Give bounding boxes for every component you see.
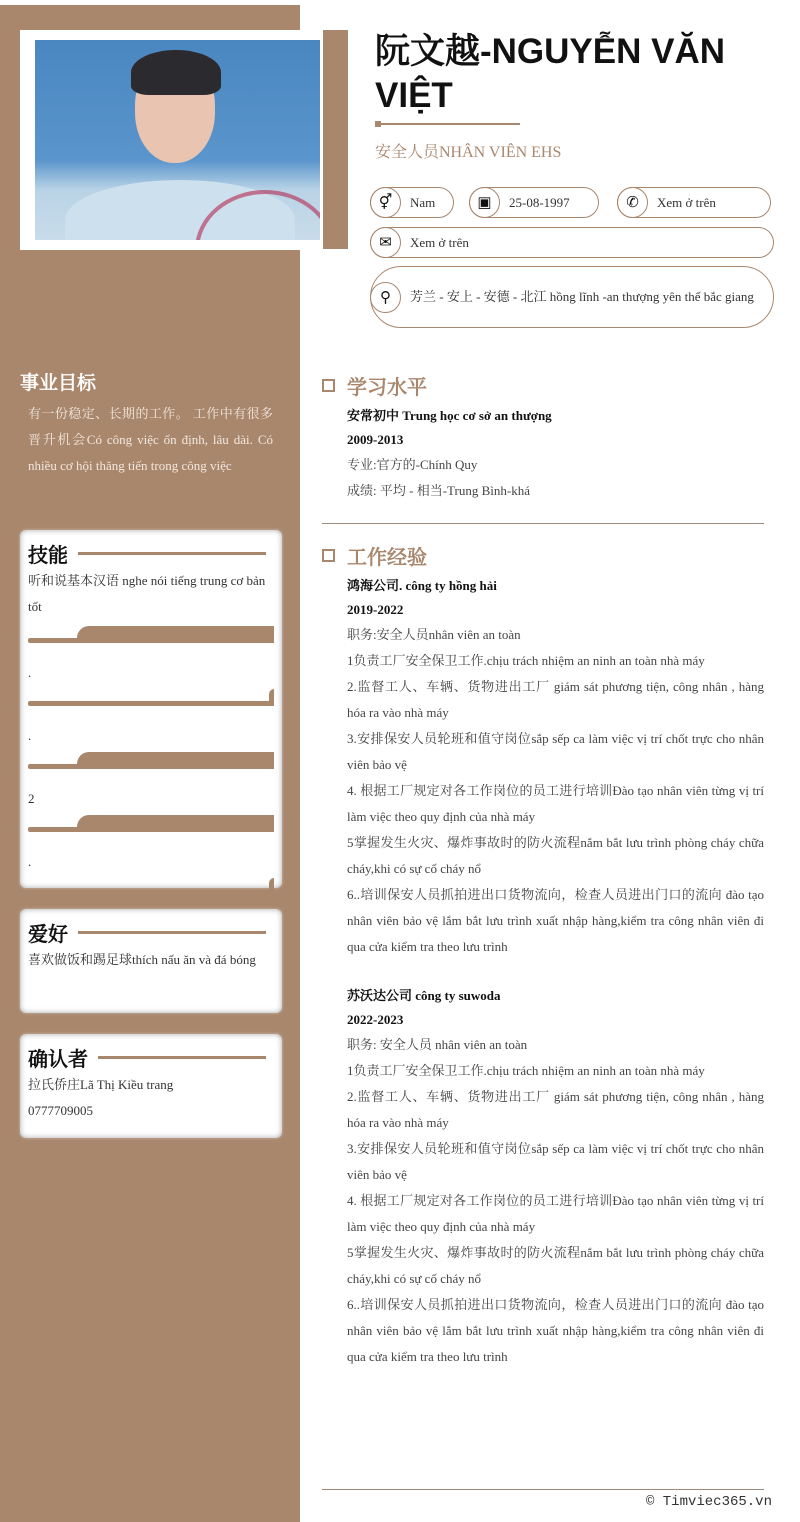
heading-line (78, 931, 266, 934)
skill-level-bar (28, 689, 274, 706)
job-period: 2022-2023 (347, 1012, 404, 1027)
phone-value: Xem ở trên (657, 194, 716, 210)
job-duty: 2.监督工人、车辆、货物进出工厂 giám sát phương tiện, công nhân , hàng hóa ra vào nhà máy (347, 1089, 764, 1130)
job-duty: 3.安排保安人员轮班和值守岗位sắp sếp ca làm việc vị trí chốt trực cho nhân viên bảo vệ (347, 731, 764, 772)
square-icon (322, 549, 335, 562)
skill-level-bar (28, 815, 274, 832)
job-title: 安全人员NHÂN VIÊN EHS (375, 144, 562, 161)
reference-phone: 0777709005 (28, 1103, 93, 1118)
experience-section (347, 574, 764, 1394)
hobbies-card (20, 909, 282, 1013)
job-duty: 1负责工厂安全保卫工作.chịu trách nhiệm an ninh an toàn nhà máy (347, 1063, 705, 1078)
heading-line (78, 552, 266, 555)
skill-bar-track (28, 701, 274, 706)
education-heading (322, 371, 427, 400)
email-field (370, 227, 774, 258)
skill-level-bar (28, 626, 274, 643)
email-icon: ✉ (370, 227, 401, 258)
references-card (20, 1034, 282, 1138)
avatar (35, 40, 320, 240)
skill-bar-remaining (77, 626, 274, 643)
experience-heading (322, 541, 427, 570)
company-name: 苏沃达公司 công ty suwoda (347, 988, 501, 1003)
school-name: 安常初中 Trung học cơ sở an thượng (347, 408, 552, 423)
job-entry (347, 574, 764, 960)
skill-bar-remaining (77, 815, 274, 832)
company-name: 鸿海公司. công ty hồng hải (347, 578, 497, 593)
birthday-value: 25-08-1997 (509, 194, 570, 210)
hobbies-text: 喜欢做饭和踢足球thích nấu ăn và đá bóng (28, 952, 256, 967)
job-duty: 1负责工厂安全保卫工作.chịu trách nhiệm an ninh an toàn nhà máy (347, 653, 705, 668)
skill-name: . (28, 854, 32, 869)
objective-heading: 事业目标 (20, 373, 97, 394)
job-entry (347, 984, 764, 1370)
job-duty: 4. 根据工厂规定对各工作岗位的员工进行培训Đào tạo nhân viên từng vị trí làm việc theo quy định của nhà máy (347, 1193, 764, 1234)
job-role: 职务: 安全人员 nhân viên an toàn (347, 1037, 528, 1052)
copyright: © Timviec365.vn (645, 1494, 772, 1510)
skills-heading: 技能 (28, 544, 68, 567)
education-major: 专业:官方的-Chính Quy (347, 457, 478, 472)
phone-icon: ✆ (617, 187, 648, 218)
skill-name: 听和说基本汉语 nghe nói tiếng trung cơ bản tốt (28, 573, 266, 614)
birthday-field (469, 187, 599, 218)
gender-value: Nam (410, 194, 436, 210)
skills-card (20, 530, 282, 888)
gender-icon: ⚥ (370, 187, 401, 218)
skill-bar-remaining (77, 752, 274, 769)
photo-frame (20, 30, 320, 250)
objective-text: 有一份稳定、长期的工作。 工作中有很多晋升机会Có công việc ổn định, lâu dài. Có nhiều cơ hội thăng tiến trong công việc (28, 406, 273, 473)
job-period: 2019-2022 (347, 602, 404, 617)
skill-bar-remaining (269, 878, 274, 895)
gender-field (370, 187, 454, 218)
skill-level-bar (28, 752, 274, 769)
skill-name: . (28, 728, 32, 743)
skill-bar-remaining (269, 689, 274, 706)
education-title: 学习水平 (347, 377, 427, 399)
footer-divider (322, 1489, 764, 1490)
decorative-bar (323, 30, 348, 249)
experience-title: 工作经验 (347, 547, 427, 569)
hobbies-heading: 爱好 (28, 923, 68, 946)
calendar-icon: ▣ (469, 187, 500, 218)
candidate-name: 阮文越-NGUYỄN VĂN VIỆT (375, 32, 726, 115)
job-duty: 3.安排保安人员轮班和值守岗位sắp sếp ca làm việc vị trí chốt trực cho nhân viên bảo vệ (347, 1141, 764, 1182)
skill-name: . (28, 665, 32, 680)
education-grade: 成绩: 平均 - 相当-Trung Bình-khá (347, 483, 530, 498)
heading-line (98, 1056, 266, 1059)
section-divider (322, 523, 764, 524)
skills-list (28, 568, 274, 895)
address-field (370, 266, 774, 328)
references-heading: 确认者 (28, 1048, 88, 1071)
education-section (347, 404, 764, 504)
job-duty: 5掌握发生火灾、爆炸事故时的防火流程nắm bắt lưu trình phòng cháy chữa cháy,khi có sự cố cháy nổ (347, 835, 764, 876)
education-period: 2009-2013 (347, 432, 404, 447)
square-icon (322, 379, 335, 392)
job-duty: 6..培训保安人员抓拍进出口货物流向，检查人员进出门口的流向 đào tạo nhân viên bảo vệ lắm bắt lưu trình xuất nhập hàng,kiểm tra công nhân viên đi qua cửa kiểm tra theo lưu trình (347, 1297, 764, 1364)
job-duty: 5掌握发生火灾、爆炸事故时的防火流程nắm bắt lưu trình phòng cháy chữa cháy,khi có sự cố cháy nổ (347, 1245, 764, 1286)
skill-name: 2 (28, 791, 35, 806)
email-value: Xem ở trên (410, 234, 469, 250)
skill-bar-track (28, 890, 274, 895)
phone-field (617, 187, 771, 218)
job-duty: 2.监督工人、车辆、货物进出工厂 giám sát phương tiện, công nhân , hàng hóa ra vào nhà máy (347, 679, 764, 720)
location-icon: ⚲ (370, 282, 401, 313)
skill-level-bar (28, 878, 274, 895)
job-duty: 4. 根据工厂规定对各工作岗位的员工进行培训Đào tạo nhân viên từng vị trí làm việc theo quy định của nhà máy (347, 783, 764, 824)
job-role: 职务:安全人员nhân viên an toàn (347, 627, 521, 642)
job-duty: 6..培训保安人员抓拍进出口货物流向，检查人员进出门口的流向 đào tạo nhân viên bảo vệ lắm bắt lưu trình xuất nhập hàng,kiểm tra công nhân viên đi qua cửa kiểm tra theo lưu trình (347, 887, 764, 954)
address-value: 芳兰 - 安上 - 安德 - 北江 hồng lĩnh -an thượng yên thế bắc giang (410, 289, 754, 304)
name-underline (375, 123, 520, 125)
reference-name: 拉氏侨庄Lã Thị Kiều trang (28, 1077, 174, 1092)
